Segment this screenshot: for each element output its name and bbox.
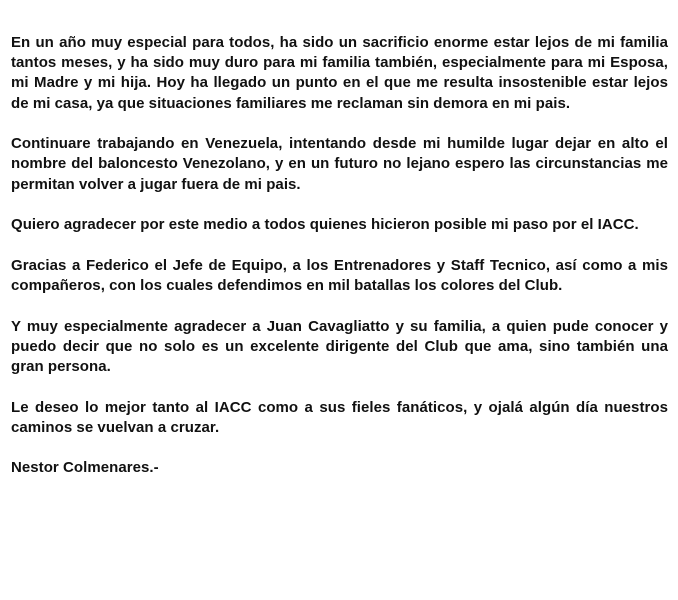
paragraph-continue-venezuela: Continuare trabajando en Venezuela, intentando desde mi humilde lugar dejar en alto el nombre del baloncesto Venezolano, y en un futuro no lejano espero las circunstancias me permitan volver a jugar fuera de mi pais.	[11, 135, 668, 193]
paragraph-thanks-juan: Y muy especialmente agradecer a Juan Cavagliatto y su familia, a quien pude conocer y puedo decir que no solo es un excelente dirigente del Club que ama, sino también una gran persona.	[11, 317, 668, 375]
paragraph-family-sacrifice: En un año muy especial para todos, ha sido un sacrificio enorme estar lejos de mi familia tantos meses, y ha sido muy duro para mi familia también, especialmente para mi Esposa, mi Madre y mi hija. Hoy ha llegado un punto en el que me resulta insostenible estar lejos de mi casa, ya que situaciones familiares me reclaman sin demora en mi pais.	[11, 34, 668, 112]
paragraph-farewell: Le deseo lo mejor tanto al IACC como a sus fieles fanáticos, y ojalá algún día nuestros caminos se vuelvan a cruzar.	[11, 398, 668, 436]
paragraph-thanks-staff: Gracias a Federico el Jefe de Equipo, a los Entrenadores y Staff Tecnico, así como a mis compañeros, con los cuales defendimos en mil batallas los colores del Club.	[11, 256, 668, 294]
signature: Nestor Colmenares.-	[11, 459, 159, 477]
paragraph-thanks-all: Quiero agradecer por este medio a todos quienes hicieron posible mi paso por el IACC.	[11, 216, 639, 234]
letter-body	[11, 33, 668, 479]
